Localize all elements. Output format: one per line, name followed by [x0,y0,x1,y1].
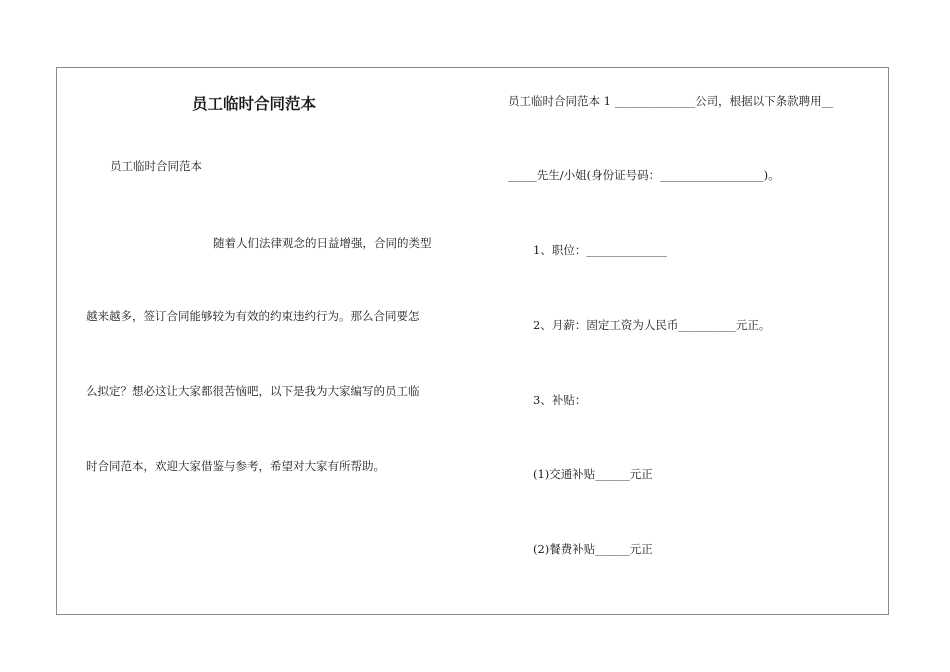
document-page [56,67,889,615]
contract-employee-line: _____先生/小姐(身份证号码：__________________)。 [508,168,780,182]
contract-item-salary: 2、月薪：固定工资为人民币__________元正。 [533,318,771,332]
document-title: 员工临时合同范本 [192,95,317,113]
intro-paragraph-line: 随着人们法律观念的日益增强，合同的类型 [213,236,432,250]
contract-subitem-transport: (1)交通补贴______元正 [533,467,653,481]
intro-paragraph-line: 么拟定？想必这让大家都很苦恼吧，以下是我为大家编写的员工临 [86,384,420,398]
intro-paragraph-line: 越来越多，签订合同能够较为有效的约束违约行为。那么合同要怎 [86,309,420,323]
document-subtitle: 员工临时合同范本 [110,159,202,173]
contract-item-allowance: 3、补贴： [533,393,587,407]
contract-item-position: 1、职位：______________ [533,243,667,257]
contract-header-line: 员工临时合同范本 1 ______________公司，根据以下条款聘用__ [508,94,834,108]
contract-subitem-meal: (2)餐费补贴______元正 [533,542,653,556]
intro-paragraph-line: 时合同范本，欢迎大家借鉴与参考，希望对大家有所帮助。 [86,459,385,473]
